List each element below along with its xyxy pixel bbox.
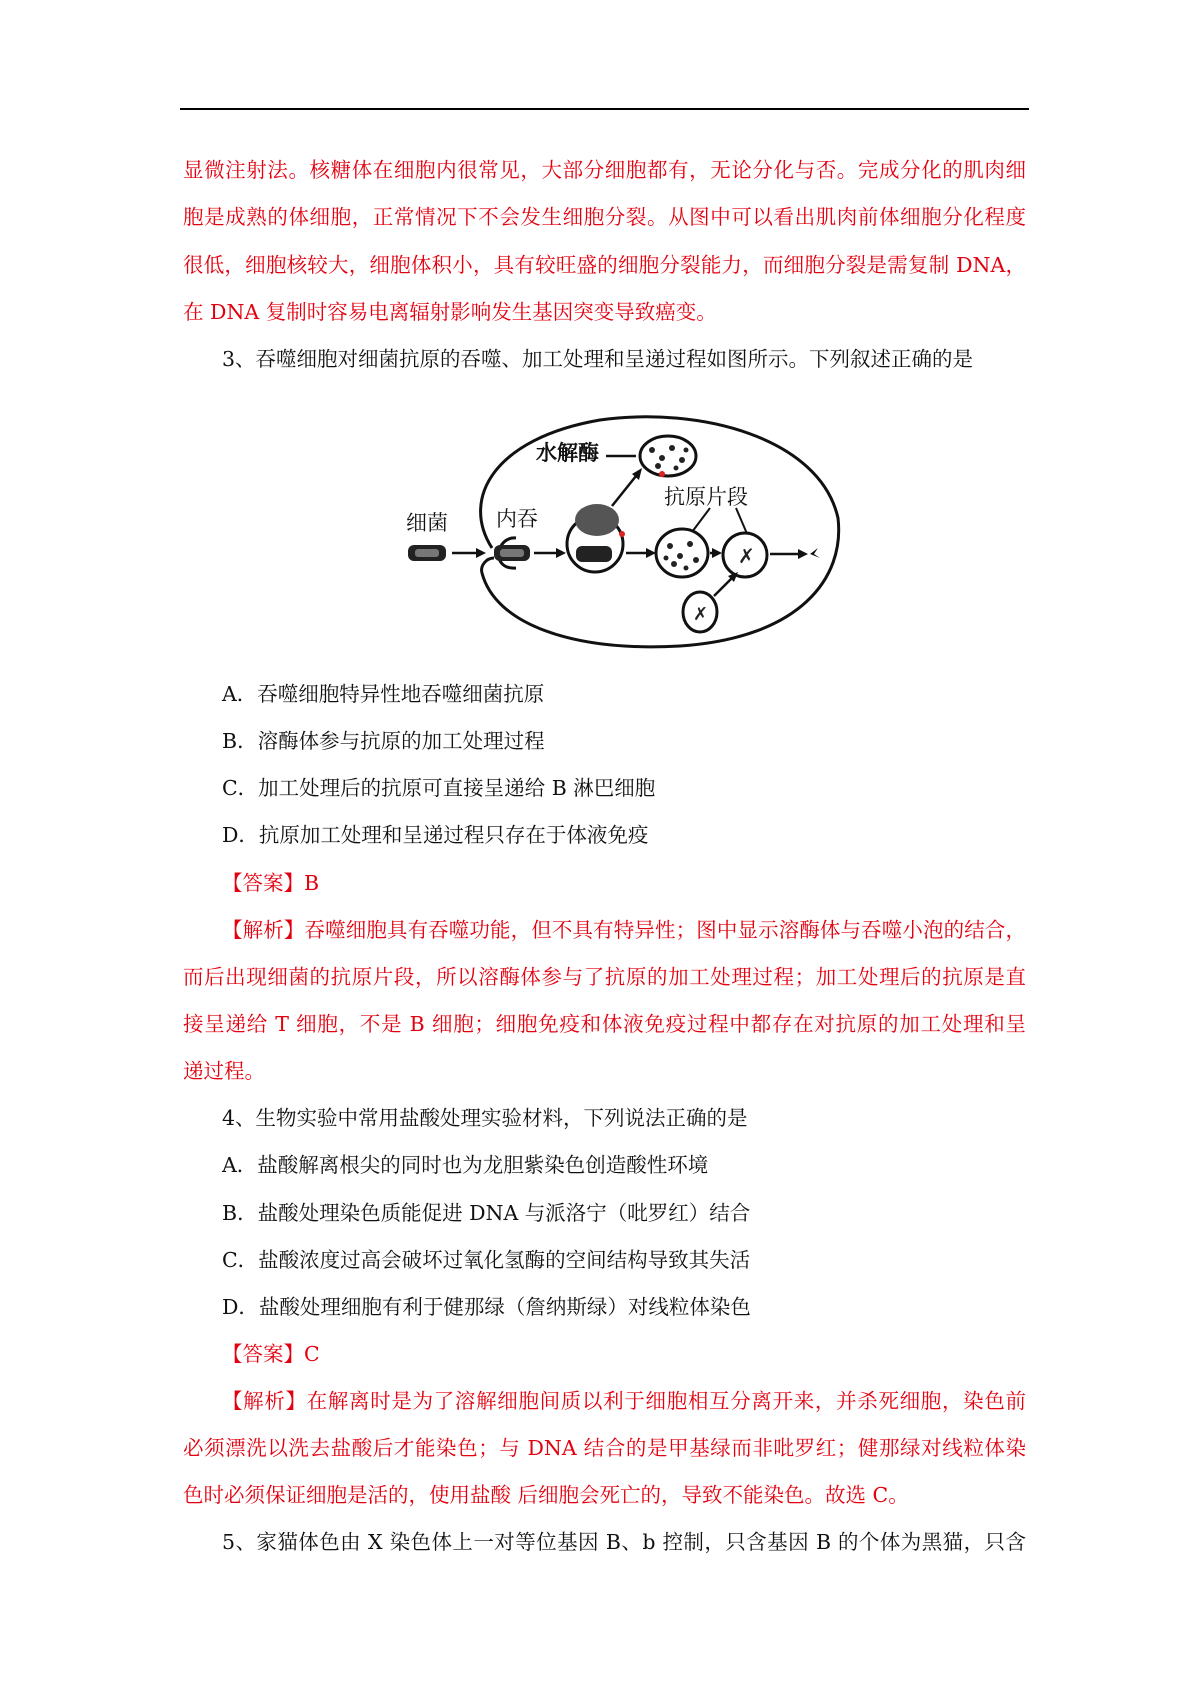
q3-answer: 【答案】B	[222, 871, 320, 895]
label-endocytosis: 内吞	[496, 507, 538, 531]
label-hydrolase: 水解酶	[536, 441, 599, 465]
explanation-prev-line-2: 胞是成熟的体细胞，正常情况下不会发生细胞分裂。从图中可以看出肌肉前体细胞分化程度	[183, 205, 1026, 229]
header-rule	[180, 108, 1029, 110]
q4-option-b: B．盐酸处理染色质能促进 DNA 与派洛宁（吡罗红）结合	[222, 1201, 751, 1225]
q4-option-c: C．盐酸浓度过高会破坏过氧化氢酶的空间结构导致其失活	[222, 1248, 751, 1272]
q4-option-a: A．盐酸解离根尖的同时也为龙胆紫染色创造酸性环境	[222, 1153, 709, 1177]
explanation-prev-line-3: 很低，细胞核较大，细胞体积小，具有较旺盛的细胞分裂能力，而细胞分裂是需复制 DNA，	[183, 253, 1026, 277]
q4-option-d: D．盐酸处理细胞有利于健那绿（詹纳斯绿）对线粒体染色	[222, 1295, 751, 1319]
svg-text:✗: ✗	[738, 544, 755, 568]
label-antigen-fragment: 抗原片段	[664, 485, 748, 509]
q4-explanation-line-2: 必须漂洗以洗去盐酸后才能染色；与 DNA 结合的是甲基绿而非吡罗红；健那绿对线粒体染	[183, 1436, 1026, 1460]
digestion-vesicle-icon	[656, 529, 708, 577]
q3-explanation-line-2: 而后出现细菌的抗原片段，所以溶酶体参与了抗原的加工处理过程；加工处理后的抗原是直	[183, 965, 1026, 989]
q3-explanation-line-4: 递过程。	[183, 1059, 265, 1083]
q3-option-a: A．吞噬细胞特异性地吞噬细菌抗原	[222, 682, 545, 706]
explanation-prev-line-4: 在 DNA 复制时容易电离辐射影响发生基因突变导致癌变。	[183, 300, 717, 324]
q4-explanation-line-3: 色时必须保证细胞是活的，使用盐酸 后细胞会死亡的，导致不能染色。故选 C。	[183, 1483, 909, 1507]
q5-stem: 5、家猫体色由 X 染色体上一对等位基因 B、b 控制，只含基因 B 的个体为黑猫，只含	[222, 1530, 1026, 1554]
q3-explanation-line-3: 接呈递给 T 细胞，不是 B 细胞；细胞免疫和体液免疫过程中都存在对抗原的加工处理和呈	[183, 1012, 1026, 1036]
svg-text:✗: ✗	[693, 604, 709, 625]
q3-option-d: D．抗原加工处理和呈递过程只存在于体液免疫	[222, 823, 649, 847]
q3-option-c: C．加工处理后的抗原可直接呈递给 B 淋巴细胞	[222, 776, 656, 800]
explanation-prev-line-1: 显微注射法。核糖体在细胞内很常见，大部分细胞都有，无论分化与否。完成分化的肌肉细	[183, 158, 1026, 182]
q3-option-b: B．溶酶体参与抗原的加工处理过程	[222, 729, 545, 753]
q4-answer: 【答案】C	[222, 1342, 320, 1366]
phagocyte-diagram	[400, 408, 920, 658]
q3-explanation-line-1: 【解析】吞噬细胞具有吞噬功能，但不具有特异性；图中显示溶酶体与吞噬小泡的结合，	[222, 918, 1026, 942]
q4-stem: 4、生物实验中常用盐酸处理实验材料，下列说法正确的是	[222, 1106, 748, 1130]
q3-stem: 3、吞噬细胞对细菌抗原的吞噬、加工处理和呈递过程如图所示。下列叙述正确的是	[222, 347, 974, 371]
q4-explanation-line-1: 【解析】在解离时是为了溶解细胞间质以利于细胞相互分离开来，并杀死细胞，染色前	[222, 1389, 1026, 1413]
label-bacteria: 细菌	[406, 511, 448, 535]
lysosome-icon	[640, 436, 696, 476]
